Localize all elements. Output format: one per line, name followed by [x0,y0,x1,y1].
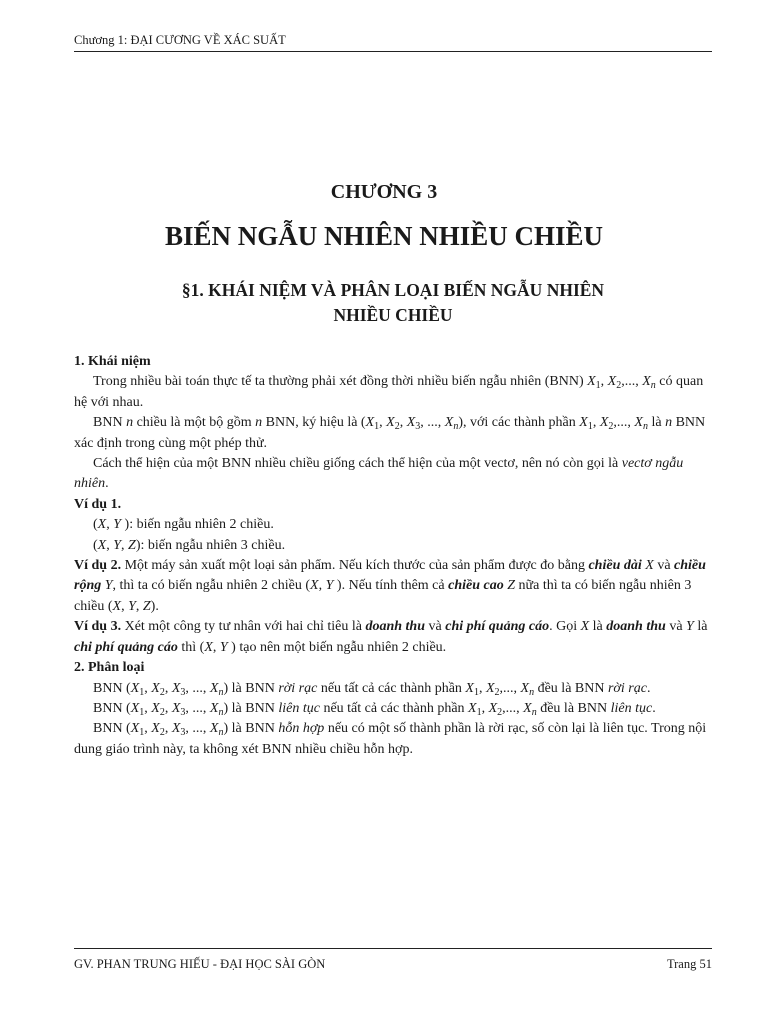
chapter-title: BIẾN NGẪU NHIÊN NHIỀU CHIỀU [164,221,604,251]
subsection-heading-concept: 1. Khái niệm [74,354,151,369]
chapter-number: CHƯƠNG 3 [330,181,438,203]
section-title-line2: NHIỀU CHIỀU [333,305,453,325]
paragraph-continuous: BNN ($X_1$, $X_2$, $X_3$, ..., $X_n$) là BNN liên tục nếu tất cả các thành phần $X_1$, $X_2$,..., $X_n$ đều là BNN liên tục. [93,700,656,718]
example-2: Ví dụ 2. Một máy sản xuất một loại sản phẩm. Nếu kích thước của sản phẩm được đo bằng chiều dài X và chiều rộng Y, thì ta có biến ngẫu nhiên 2 chiều (X, Y ). Nếu tính thêm cả chiều cao Z nữa thì ta có biến ngẫu nhiên 3 chiều (X, Y, Z). [74,558,706,614]
example-3: Ví dụ 3. Xét một công ty tư nhân với hai chỉ tiêu là doanh thu và chi phí quảng cáo. Gọi X là doanh thu và Y là chi phí quảng cáo thì (X, Y ) tạo nên một biến ngẫu nhiên 2 chiều. [74,619,708,655]
footer-divider [74,948,712,949]
section-title-line1: §1. KHÁI NIỆM VÀ PHÂN LOẠI BIẾN NGẪU NHIÊN [181,280,605,300]
header-divider [74,51,712,52]
example-1-line-2d: (X, Y ): biến ngẫu nhiên 2 chiều. [93,517,274,533]
running-header: Chương 1: ĐẠI CƯƠNG VỀ XÁC SUẤT [74,33,286,47]
paragraph-vector: Cách thể hiện của một BNN nhiều chiều giống cách thể hiện của một vectơ, nên nó còn gọi là vectơ ngẫu nhiên. [74,456,684,492]
example-1-line-3d: (X, Y, Z): biến ngẫu nhiên 3 chiều. [93,537,286,553]
example-1-label: Ví dụ 1. [74,496,122,512]
paragraph-discrete: BNN ($X_1$, $X_2$, $X_3$, ..., $X_n$) là BNN rời rạc nếu tất cả các thành phần $X_1$, $X_2$,..., $X_n$ đều là BNN rời rạc. [93,680,651,698]
page-body [74,352,712,760]
subsection-heading-classification: 2. Phân loại [74,660,145,676]
page-number: Trang 51 [666,957,712,971]
paragraph-mixed: BNN ($X_1$, $X_2$, $X_3$, ..., $X_n$) là BNN hỗn hợp nếu có một số thành phần là rời rạc, số còn lại là liên tục. Trong nội dung giáo trình này, ta không xét BNN nhiều chiều hỗn hợp. [74,721,707,757]
footer-author: GV. PHAN TRUNG HIẾU - ĐẠI HỌC SÀI GÒN [74,957,326,971]
paragraph-intro: Trong nhiều bài toán thực tế ta thường phải xét đồng thời nhiều biến ngẫu nhiên (BNN) $X_1$, $X_2$,..., $X_n$ có quan hệ với nhau. [74,374,704,410]
section-title [100,278,686,328]
paragraph-definition: BNN n chiều là một bộ gồm n BNN, ký hiệu là ($X_1$, $X_2$, $X_3$, ..., $X_n$), với các thành phần $X_1$, $X_2$,..., $X_n$ là n BNN xác định trong cùng một phép thử. [74,415,706,451]
